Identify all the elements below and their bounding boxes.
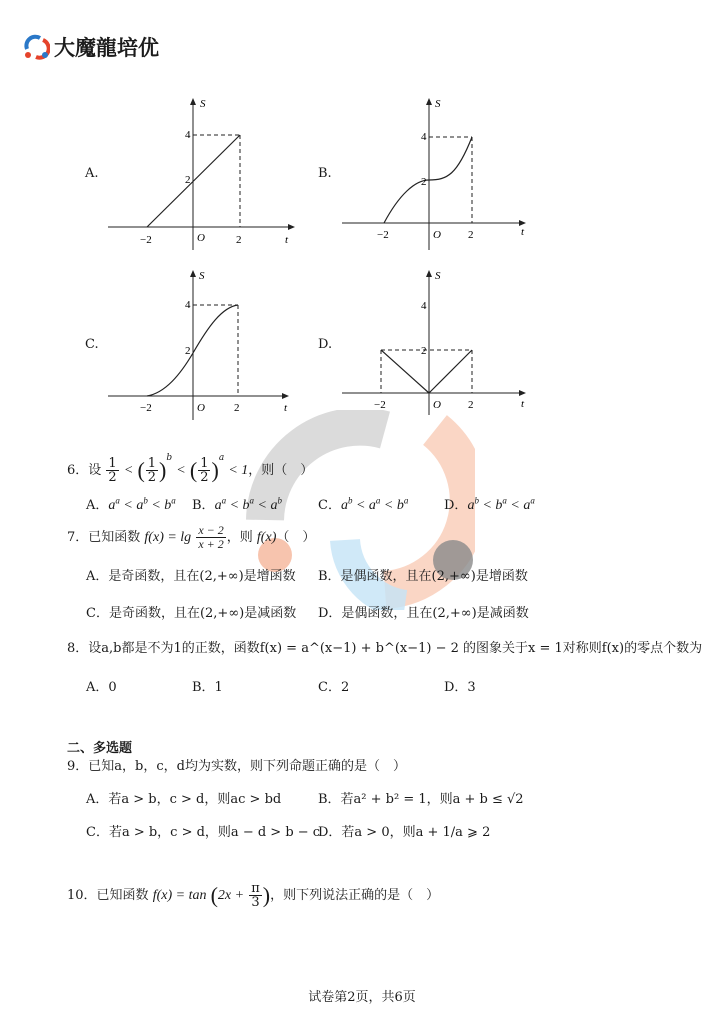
q9-option-b: B．若a² + b² = 1，则a + b ≤ √2 [318, 792, 524, 807]
tick-4: 4 [421, 131, 427, 143]
question-9: 9．已知a，b，c，d均为实数，则下列命题正确的是（ ） [67, 759, 406, 774]
q6-suffix: ，则（ ） [248, 463, 314, 478]
page-footer: 试卷第2页，共6页 [308, 990, 416, 1005]
tick-4: 4 [421, 300, 427, 312]
tick-4: 4 [185, 129, 191, 141]
axis-s: S [435, 270, 441, 282]
origin: O [197, 232, 205, 244]
axis-s: S [199, 270, 205, 282]
tick-neg2: −2 [377, 229, 389, 241]
q7-option-c: C．是奇函数，且在(2,+∞)是减函数 [86, 606, 297, 621]
tick-pos2: 2 [234, 402, 240, 414]
q6-option-d: D．$a^b < b^a < a^a$ [444, 495, 535, 513]
origin: O [433, 399, 441, 411]
logo-text: 大魔龍培优 [54, 36, 159, 60]
q10-suffix: ，则下列说法正确的是（ ） [270, 888, 440, 903]
axis-s: S [435, 98, 441, 110]
graph-label-a: A. [85, 166, 99, 181]
q7-option-a: A．是奇函数，且在(2,+∞)是增函数 [86, 569, 296, 584]
q8-option-d: D．3 [444, 680, 476, 695]
question-6: 6．设 $\frac{1}{2}$ < ( $\frac{1}{2}$ )$^b$ < ( $\frac{1}{2}$ )$^a$ < 1，则（ ） [67, 453, 314, 485]
question-7: 7．已知函数 f(x) = lg $\frac{x - 2}{x + 2}$ ，则 f(x)（ ） [67, 523, 316, 551]
axis-t: t [284, 402, 288, 414]
tick-4: 4 [185, 299, 191, 311]
tick-pos2: 2 [468, 229, 474, 241]
tick-2: 2 [185, 345, 191, 357]
q7-suffix: ，则 [226, 530, 253, 545]
q8-option-a: A．0 [86, 680, 117, 695]
q6-option-b: B．$a^a < b^a < a^b$ [192, 495, 282, 513]
q8-option-c: C．2 [318, 680, 350, 695]
axis-t: t [285, 234, 289, 246]
q9-option-a: A．若a > b，c > d，则ac > bd [86, 792, 282, 807]
q9-option-c: C．若a > b，c > d，则a − d > b − c [86, 825, 321, 840]
origin: O [197, 402, 205, 414]
graph-c [100, 265, 300, 425]
graph-d [337, 265, 537, 425]
graph-label-b: B. [318, 166, 332, 181]
q7-option-d: D．是偶函数，且在(2,+∞)是减函数 [318, 606, 529, 621]
axis-t: t [521, 226, 525, 238]
tick-2: 2 [185, 174, 191, 186]
q7-prefix: 7．已知函数 [67, 530, 141, 545]
q6-option-c: C．$a^b < a^a < b^a$ [318, 495, 409, 513]
q7-option-b: B．是偶函数，且在(2,+∞)是增函数 [318, 569, 528, 584]
tick-2: 2 [421, 345, 427, 357]
question-10: 10．已知函数 f(x) = tan (2x + $\frac{\pi}{3}$ )，则下列说法正确的是（ ） [67, 881, 440, 910]
question-8: 8．设a,b都是不为1的正数，函数f(x) = a^(x−1) + b^(x−1) − 2 的图象关于x = 1对称则f(x)的零点个数为 [67, 641, 703, 656]
q9-option-d: D．若a > 0，则a + 1/a ⩾ 2 [318, 825, 491, 840]
graph-a [100, 95, 300, 255]
section-title: 二、多选题 [67, 741, 133, 756]
tick-neg2: −2 [140, 234, 152, 246]
q6-option-a: A．$a^a < a^b < b^a$ [86, 495, 176, 513]
header-logo [22, 32, 159, 62]
graph-label-c: C. [85, 337, 99, 352]
logo-mark-icon [22, 33, 50, 61]
axis-t: t [521, 398, 525, 410]
axis-s: S [200, 98, 206, 110]
tick-pos2: 2 [468, 399, 474, 411]
tick-pos2: 2 [236, 234, 242, 246]
origin: O [433, 229, 441, 241]
graph-label-d: D. [318, 337, 333, 352]
q8-option-b: B．1 [192, 680, 223, 695]
tick-neg2: −2 [374, 399, 386, 411]
q10-func: f(x) = tan [152, 888, 207, 903]
q7-paren: （ ） [276, 530, 316, 545]
graph-b [337, 95, 537, 255]
tick-2: 2 [421, 176, 427, 188]
tick-neg2: −2 [140, 402, 152, 414]
q6-prefix: 6．设 [67, 463, 102, 478]
q10-prefix: 10．已知函数 [67, 888, 149, 903]
